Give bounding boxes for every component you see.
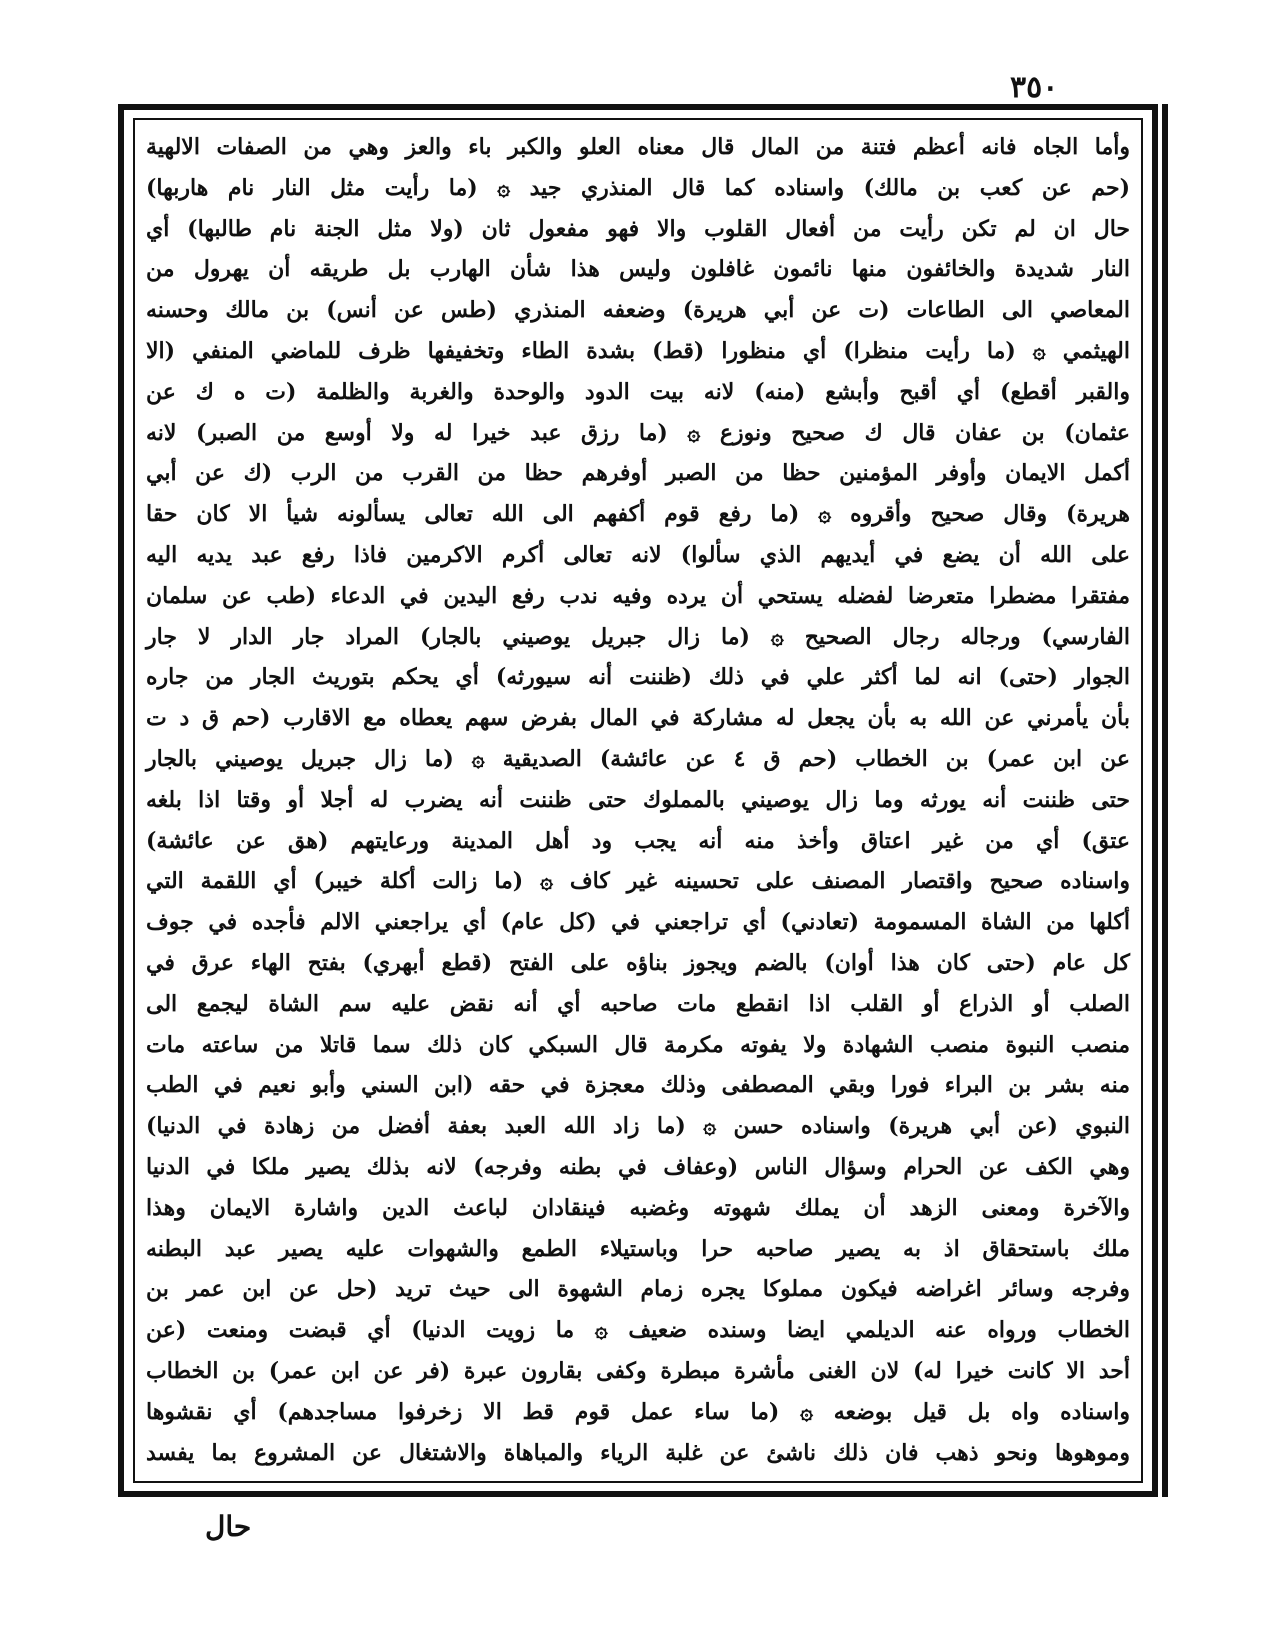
text-line: ملك باستحقاق اذ به يصير صاحبه حرا وباستيلاء الطمع والشهوات عليه يصير عبد البطنه [146, 1235, 1130, 1262]
text-line: عتق) أي من غير اعتاق وأخذ منه أنه يجب ود أهل المدينة ورعايتهم (هق عن عائشة) [146, 827, 1130, 854]
text-line: عثمان) بن عفان قال ك صحيح ونوزع ۞ (ما رزق عبد خيرا له ولا أوسع من الصبر) لانه [146, 419, 1130, 446]
text-line: النار شديدة والخائفون منها نائمون غافلون وليس هذا شأن الهارب بل طريقه أن يهرول من [146, 256, 1130, 283]
text-line: الهيثمي ۞ (ما رأيت منظرا) أي منظورا (قط) بشدة الطاء وتخفيفها ظرف للماضي المنفي (الا [146, 337, 1130, 364]
right-border-rule [1162, 104, 1168, 1497]
text-line: بأن يأمرني عن الله به بأن يجعل له مشاركة في المال بفرض سهم يعطاه مع الاقارب (حم ق د ت [146, 705, 1130, 732]
text-line: واسناده واه بل قيل بوضعه ۞ (ما ساء عمل قوم قط الا زخرفوا مساجدهم) أي نقشوها [146, 1398, 1130, 1425]
text-line: والقبر أقطع) أي أقبح وأبشع (منه) لانه بيت الدود والوحدة والغربة والظلمة (ت ه ك عن [146, 378, 1130, 405]
text-line: الصلب أو الذراع أو القلب اذا انقطع مات صاحبه أي أنه نقض عليه سم الشاة ليجمع الى [146, 990, 1130, 1017]
text-line: حال ان لم تكن رأيت من أفعال القلوب والا فهو مفعول ثان (ولا مثل الجنة نام طالبها) أي [146, 215, 1130, 242]
text-line: الفارسي) ورجاله رجال الصحيح ۞ (ما زال جبريل يوصيني بالجار) المراد جار الدار لا جار [146, 623, 1130, 650]
text-line: الجوار (حتى) انه لما أكثر علي في ذلك (ظننت أنه سيورثه) أي يحكم بتوريث الجار من جاره [146, 664, 1130, 691]
page-number: ٣٥٠ [1010, 70, 1059, 105]
text-line: وموهوها ونحو ذهب فان ذلك ناشئ عن غلبة الرياء والمباهاة والاشتغال عن المشروع بما يفسد [146, 1439, 1130, 1466]
text-line: والآخرة ومعنى الزهد أن يملك شهوته وغضبه فينقادان لباعث الدين واشارة الايمان وهذا [146, 1194, 1130, 1221]
text-line: على الله أن يضع في أيديهم الذي سألوا) لانه تعالى أكرم الاكرمين فاذا رفع عبد يديه اليه [146, 541, 1130, 568]
text-line: أكمل الايمان وأوفر المؤمنين حظا من الصبر أوفرهم حظا من القرب من الرب (ك عن أبي [146, 460, 1130, 487]
text-line: مفتقرا مضطرا متعرضا لفضله يستحي أن يرده وفيه ندب رفع اليدين في الدعاء (طب عن سلمان [146, 582, 1130, 609]
text-line: عن ابن عمر) بن الخطاب (حم ق ٤ عن عائشة) الصديقية ۞ (ما زال جبريل يوصيني بالجار [146, 745, 1130, 772]
text-line: منه بشر بن البراء فورا وبقي المصطفى وذلك معجزة في حقه (ابن السني وأبو نعيم في الطب [146, 1072, 1130, 1099]
catchword: حال [205, 1510, 252, 1543]
text-body [140, 127, 1136, 1477]
text-line: أكلها من الشاة المسمومة (تعادني) أي تراجعني في (كل عام) أي يراجعني الالم فأجده في جوف [146, 909, 1130, 936]
text-line: (حم عن كعب بن مالك) واسناده كما قال المنذري جيد ۞ (ما رأيت مثل النار نام هاربها) [146, 174, 1130, 201]
text-line: هريرة) وقال صحيح وأقروه ۞ (ما رفع قوم أكفهم الى الله تعالى يسألونه شيأ الا كان حقا [146, 501, 1130, 528]
text-line: وأما الجاه فانه أعظم فتنة من المال قال معناه العلو والكبر باء والعز وهي من الصفات الالهية [146, 134, 1130, 160]
text-line: كل عام (حتى كان هذا أوان) بالضم ويجوز بناؤه على الفتح (قطع أبهري) بفتح الهاء عرق في [146, 949, 1130, 976]
text-line: حتى ظننت أنه يورثه وما زال يوصيني بالمملوك حتى ظننت أنه يضرب له أجلا أو وقتا اذا بلغه [146, 786, 1130, 813]
text-line: النبوي (عن أبي هريرة) واسناده حسن ۞ (ما زاد الله العبد بعفة أفضل من زهادة في الدنيا) [146, 1113, 1130, 1140]
text-line: وفرجه وسائر اغراضه فيكون مملوكا يجره زمام الشهوة الى حيث تريد (حل عن ابن عمر بن [146, 1276, 1130, 1303]
text-line: وهي الكف عن الحرام وسؤال الناس (وعفاف في بطنه وفرجه) لانه بذلك يصير ملكا في الدنيا [146, 1153, 1130, 1180]
text-line: المعاصي الى الطاعات (ت عن أبي هريرة) وضعفه المنذري (طس عن أنس) بن مالك وحسنه [146, 297, 1130, 324]
text-line: واسناده صحيح واقتصار المصنف على تحسينه غير كاف ۞ (ما زالت أكلة خيبر) أي اللقمة التي [146, 868, 1130, 895]
text-line: أحد الا كانت خيرا له) لان الغنى مأشرة مبطرة وكفى بقارون عبرة (فر عن ابن عمر) بن الخطاب [146, 1357, 1130, 1384]
text-line: الخطاب ورواه عنه الديلمي ايضا وسنده ضعيف ۞ ما زويت الدنيا) أي قبضت ومنعت (عن [146, 1317, 1130, 1344]
text-line: منصب النبوة منصب الشهادة ولا يفوته مكرمة قال السبكي كان ذلك سما قاتلا من ساعته مات [146, 1031, 1130, 1058]
